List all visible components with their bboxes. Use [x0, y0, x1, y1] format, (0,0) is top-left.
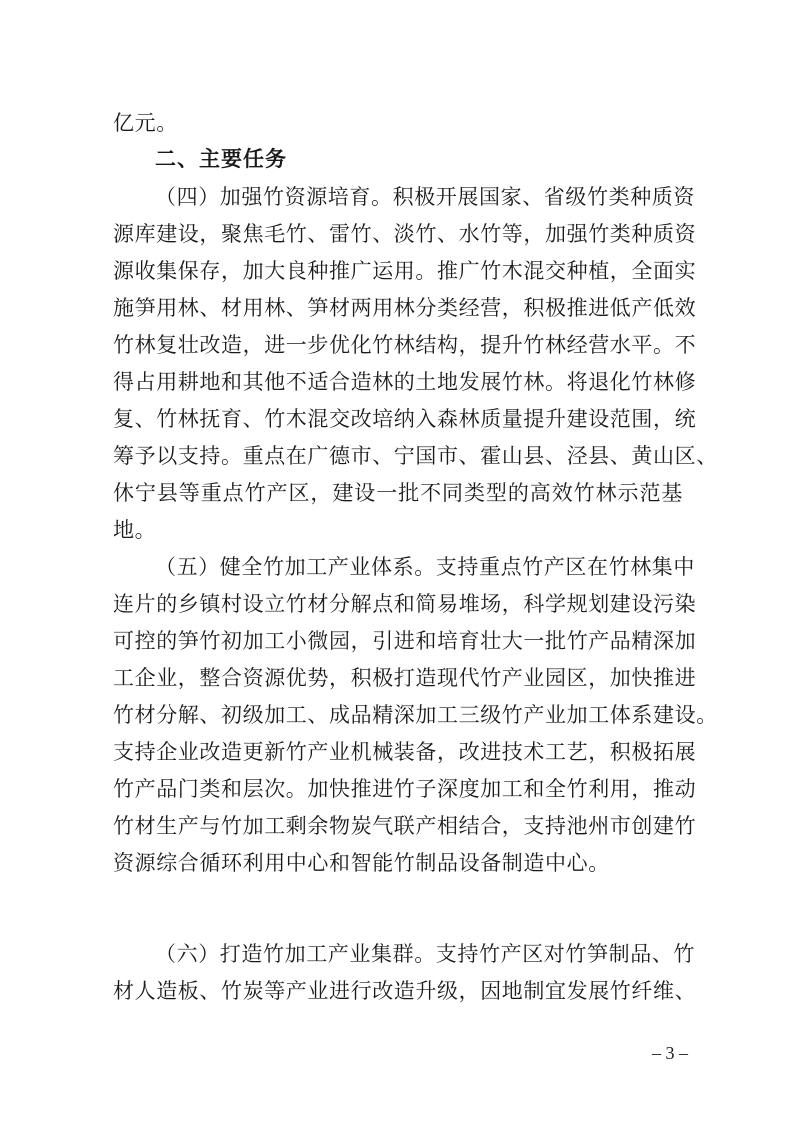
paragraph-4-line: （四）加强竹资源培育。积极开展国家、省级竹类种质资	[155, 185, 695, 209]
paragraph-4-line: 施笋用林、材用林、笋材两用林分类经营，积极推进低产低效	[113, 296, 697, 320]
paragraph-5-line: 可控的笋竹初加工小微园，引进和培育壮大一批竹产品精深加	[113, 629, 697, 653]
paragraph-6-line: 材人造板、竹炭等产业进行改造升级，因地制宜发展竹纤维、	[113, 979, 697, 1003]
paragraph-5-line: 竹材分解、初级加工、成品精深加工三级竹产业加工体系建设。	[113, 703, 718, 727]
paragraph-5-line: 竹材生产与竹加工剩余物炭气联产相结合，支持池州市创建竹	[113, 814, 697, 838]
paragraph-5-line: 工企业，整合资源优势，积极打造现代竹产业园区，加快推进	[113, 666, 697, 690]
paragraph-4-line: 地。	[113, 518, 157, 542]
paragraph-5-line: 支持企业改造更新竹产业机械装备，改进技术工艺，积极拓展	[113, 740, 697, 764]
paragraph-5-line: （五）健全竹加工产业体系。支持重点竹产区在竹林集中	[155, 555, 695, 579]
paragraph-4-line: 复、竹林抚育、竹木混交改培纳入森林质量提升建设范围，统	[113, 407, 697, 431]
intro-tail-text: 亿元。	[113, 111, 178, 135]
paragraph-4-line: 源收集保存，加大良种推广运用。推广竹木混交种植，全面实	[113, 259, 697, 283]
paragraph-4-line: 得占用耕地和其他不适合造林的土地发展竹林。将退化竹林修	[113, 370, 697, 394]
paragraph-4-line: 休宁县等重点竹产区，建设一批不同类型的高效竹林示范基	[113, 481, 683, 505]
paragraph-6-line: （六）打造竹加工产业集群。支持竹产区对竹笋制品、竹	[155, 942, 695, 966]
paragraph-5-line: 连片的乡镇村设立竹材分解点和简易堆场，科学规划建设污染	[113, 592, 697, 616]
paragraph-4-line: 源库建设，聚焦毛竹、雷竹、淡竹、水竹等，加强竹类种质资	[113, 222, 697, 246]
section-heading: 二、主要任务	[155, 147, 287, 171]
paragraph-5-line: 竹产品门类和层次。加快推进竹子深度加工和全竹利用，推动	[113, 777, 697, 801]
paragraph-5-line: 资源综合循环利用中心和智能竹制品设备制造中心。	[113, 851, 610, 875]
paragraph-4-line: 筹予以支持。重点在广德市、宁国市、霍山县、泾县、黄山区、	[113, 444, 718, 468]
page-number: – 3 –	[652, 1043, 688, 1063]
paragraph-4-line: 竹林复壮改造，进一步优化竹林结构，提升竹林经营水平。不	[113, 333, 697, 357]
